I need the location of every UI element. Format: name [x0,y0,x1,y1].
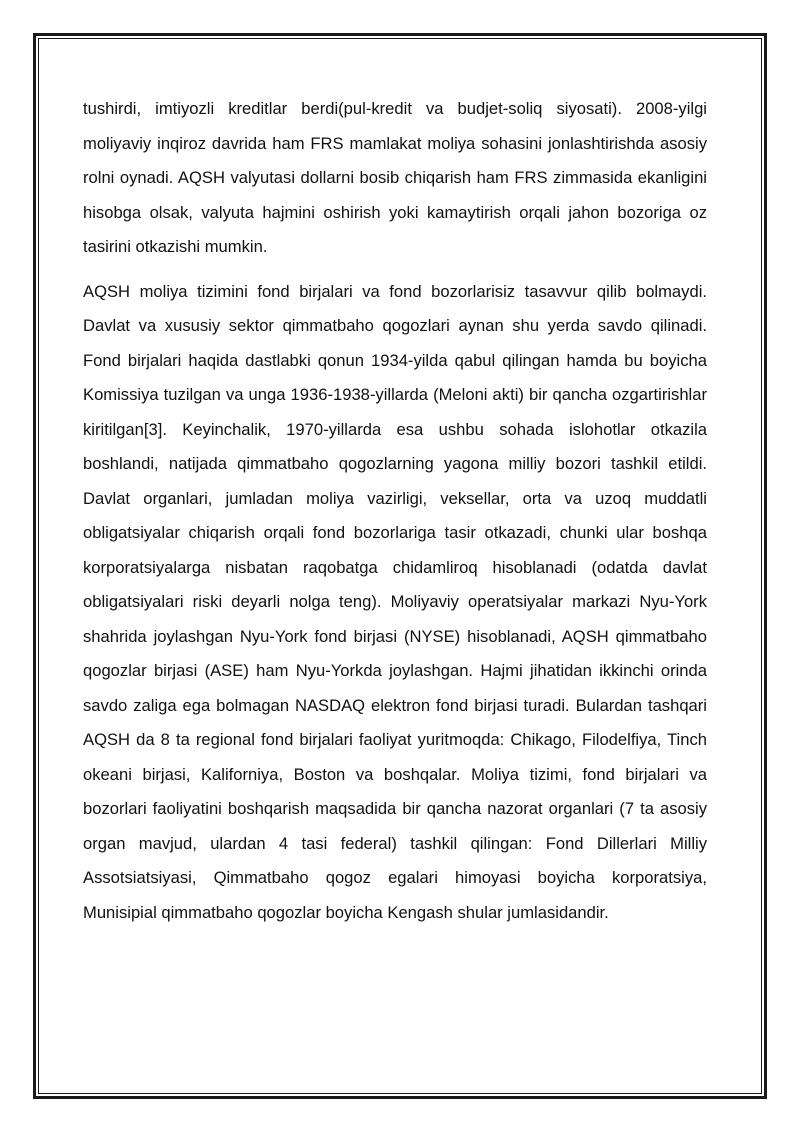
paragraph-1: tushirdi, imtiyozli kreditlar berdi(pul-kredit va budjet-soliq siyosati). 2008-yilgi moliyaviy inqiroz davrida ham FRS mamlakat moliya sohasini jonlashtirishda asosiy rolni oynadi. AQSH valyutasi dollarni bosib chiqarish ham FRS zimmasida ekanligini hisobga olsak, valyuta hajmini oshirish yoki kamaytirish orqali jahon bozoriga oz tasirini otkazishi mumkin. [83,99,707,256]
paragraph-2: AQSH moliya tizimini fond birjalari va fond bozorlarisiz tasavvur qilib bolmaydi. Davlat va xususiy sektor qimmatbaho qogozlari aynan shu yerda savdo qilinadi. Fond birjalari haqida dastlabki qonun 1934-yilda qabul qilingan hamda bu boyicha Komissiya tuzilgan va unga 1936-1938-yillarda (Meloni akti) bir qancha ozgartirishlar kiritilgan[3]. Keyinchalik, 1970-yillarda esa ushbu sohada islohotlar otkazila boshlandi, natijada qimmatbaho qogozlarning yagona milliy bozori tashkil etildi. Davlat organlari, jumladan moliya vazirligi, veksellar, orta va uzoq muddatli obligatsiyalar chiqarish orqali fond bozorlariga tasir otkazadi, chunki ular boshqa korporatsiyalarga nisbatan raqobatga chidamliroq hisoblanadi (odatda davlat obligatsiyalari riski deyarli nolga teng). Moliyaviy operatsiyalar markazi Nyu-York shahrida joylashgan Nyu-York fond birjasi (NYSE) hisoblanadi, AQSH qimmatbaho qogozlar birjasi (ASE) ham Nyu-Yorkda joylashgan. Hajmi jihatidan ikkinchi orinda savdo zaliga ega bolmagan NASDAQ elektron fond birjasi turadi. Bulardan tashqari AQSH da 8 ta regional fond birjalari faoliyat yuritmoqda: Chikago, Filodelfiya, Tinch okeani birjasi, Kaliforniya, Boston va boshqalar. Moliya tizimi, fond birjalari va bozorlari faoliyatini boshqarish maqsadida bir qancha nazorat organlari (7 ta asosiy organ mavjud, ulardan 4 tasi federal) tashkil qilingan: Fond Dillerlari Milliy Assotsiatsiyasi, Qimmatbaho qogoz egalari himoyasi boyicha korporatsiya, Munisipial qimmatbaho qogozlar boyicha Kengash shular jumlasidandir. [83,281,707,922]
document-body [83,92,707,930]
